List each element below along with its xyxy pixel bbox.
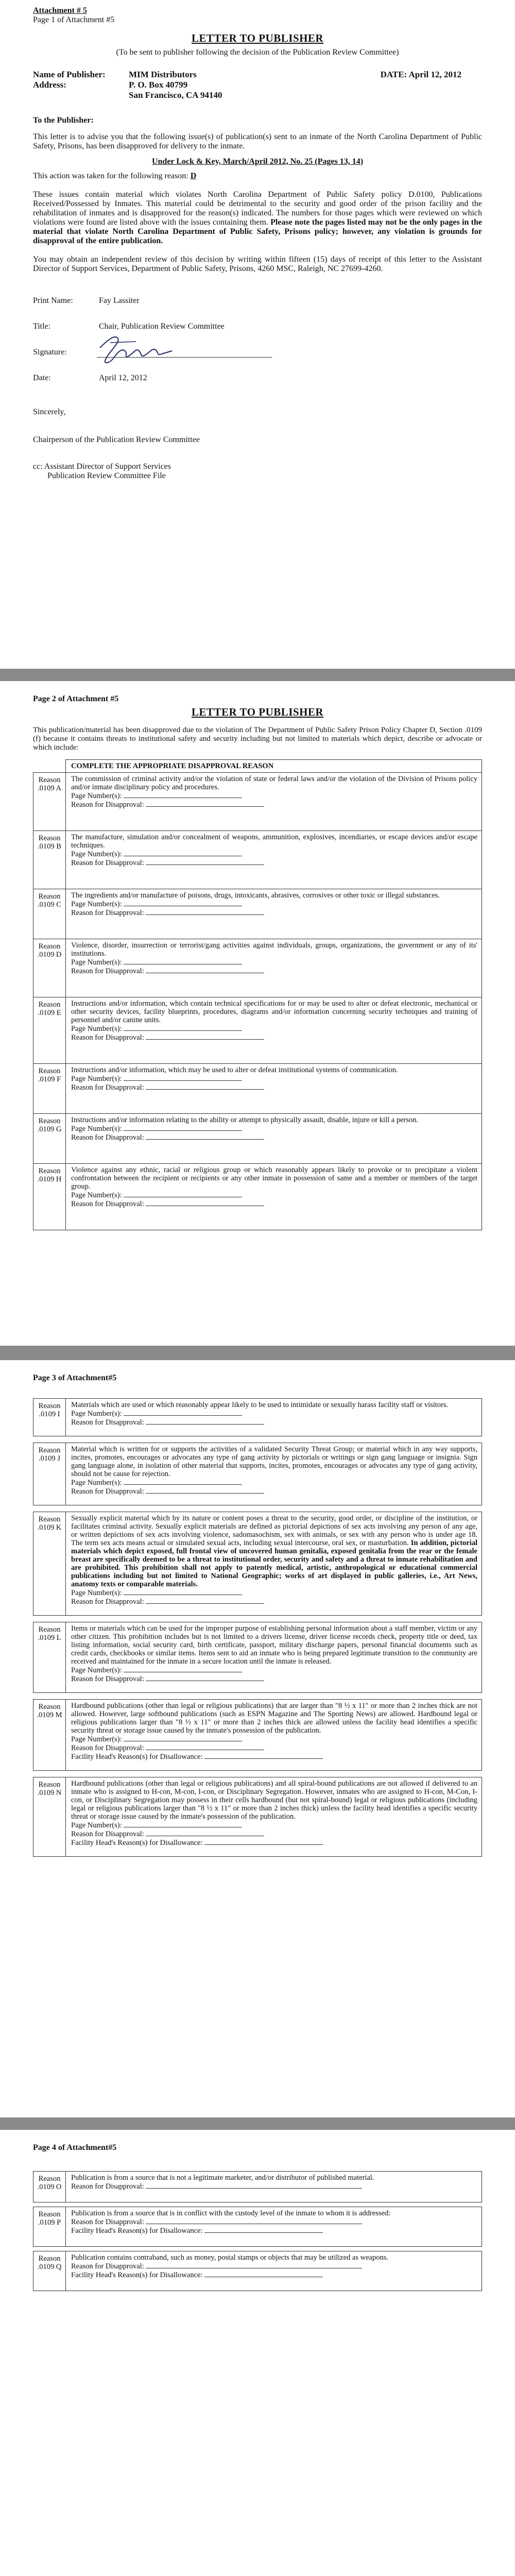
reason-code: Reason .0109 N [33,1777,66,1857]
reason-text-cell [66,2251,482,2291]
reason-text-cell [66,1164,482,1230]
reason-text: Sexually explicit material which by its nature or content poses a threat to the security, good order, or discipline of the institution, or facilitates criminal activity. Sexually explicit materials are defined as pictorial depictions of sex acts involving any person of any age, or written depictions of sex acts involving violence, sadomasochism, sex with animals, or sex with any person who is under age 18. The term sex acts means actual or simulated sexual acts, including sexual intercourse, oral sex, or masturbation. In addition, pictorial materials which depict exposed, full frontal view of uncovered human genitalia, exposed genitalia from the rear or the female breast are specifically deemed to be a threat to institutional order, security and safety and a threat to inmate rehabilitation and are prohibited. This prohibition shall not apply to patently medical, artistic, anthropological or educational commercial publications including but not limited to National Geographic; works of art displayed in public galleries, i.e., Art News, anatomy texts or comparable materials. [71,1514,478,1588]
signature-block [33,289,482,392]
reason-text: The commission of criminal activity and/or the violation of state or federal laws and/or the violation of the Division of Prisons policy and/or inmate disciplinary policy and procedures. [71,775,477,791]
reason-row [33,773,482,831]
reasons-table [33,1398,482,1863]
form-field-line: Reason for Disapproval: [71,1674,477,1683]
blank-line[interactable] [124,1588,242,1595]
reason-row [33,2172,482,2202]
cc-line-2: Publication Review Committee File [47,471,166,480]
blank-line[interactable] [124,1191,242,1197]
form-field-line: Page Number(s): [71,1024,477,1033]
reason-code: Reason .0109 H [33,1164,66,1230]
page-ref: Page 3 of Attachment#5 [33,1374,117,1382]
blank-line[interactable] [124,1735,242,1741]
blank-line[interactable] [146,1597,264,1604]
blank-line[interactable] [146,2182,362,2189]
form-field-line: Reason for Disapproval: [71,1133,477,1142]
form-field-line: Page Number(s): [71,900,477,908]
reason-text: Material which is written for or supports the activities of a validated Security Threat Group; or material which in any way supports, incites, promotes, encourages or advocates any type of gang activity by pictorials or writings or sign gang language or insignia. Sign gang language alone, in isolation of other material that supports, incites, promotes, encourages or advocates any type of gang activity, should not be cause for rejection. [71,1445,477,1478]
reason-row [33,1512,482,1616]
reason-text-cell [66,773,482,831]
reason-text-cell [66,889,482,939]
reason-text-cell [66,997,482,1064]
form-field-line: Reason for Disapproval: [71,2182,477,2191]
blank-line[interactable] [146,1199,264,1206]
reasons-table [33,2171,482,2295]
form-field-line: Reason for Disapproval: [71,1199,477,1208]
reason-code: Reason .0109 I [33,1399,66,1436]
form-field-line: Facility Head's Reason(s) for Disallowance: [71,2226,477,2235]
blank-line[interactable] [124,850,242,856]
blank-line[interactable] [124,791,242,798]
reason-code: Reason .0109 J [33,1443,66,1505]
reason-text-cell [66,2207,482,2247]
form-field-line: Page Number(s): [71,1478,477,1487]
blank-line[interactable] [124,1024,242,1031]
page-ref: Page 2 of Attachment #5 [33,694,119,703]
blank-line[interactable] [146,1674,264,1681]
address-label: Address: [33,80,66,90]
form-field-line: Reason for Disapproval: [71,908,477,917]
reason-text: Publication is from a source that is not a legitimate marketer, and/or distributor of published material. [71,2174,374,2182]
blank-line[interactable] [146,1133,264,1140]
reason-text-cell [66,1622,482,1693]
blank-line[interactable] [146,858,264,865]
form-field-line: Page Number(s): [71,791,477,800]
form-field-line: Page Number(s): [71,1735,477,1743]
reason-text: Materials which are used or which reasonably appear likely to be used to intimidate or sexually harass facility staff or visitors. [71,1401,449,1409]
reason-text: Violence against any ethnic, racial or religious group or which reasonably appears likely to provoke or to precipitate a violent confrontation between the recipient or recipients or any other inmate in possession of same and a member or members of the target group. [71,1166,477,1191]
page-1 [0,0,515,669]
reason-text-cell [66,1512,482,1616]
reason-text-cell [66,831,482,889]
reason-text-cell [66,1700,482,1771]
form-field-line: Page Number(s): [71,1409,477,1418]
reason-code: Reason .0109 C [33,889,66,939]
blank-line[interactable] [124,900,242,906]
page-3 [0,1360,515,2117]
reason-text-cell [66,1443,482,1505]
action-reason: This action was taken for the following reason: D [33,172,197,180]
attachment-label: Attachment # 5 [33,6,87,15]
page-ref: Page 4 of Attachment#5 [33,2143,117,2152]
reason-code: Reason .0109 K [33,1512,66,1616]
blank-line[interactable] [146,1829,264,1836]
reason-text-cell [66,1064,482,1114]
paragraph-2: These issues contain material which violates North Carolina Department of Public Safety policy D.0100, Publications Received/Possessed by Inmates. This material could be detrimental to the security and good order of the prison facility and the rehabilitation of inmates and is disapproved for the reason(s) indicated. The numbers for those pages which were reviewed on which violations were found are listed above with the issues containing them. Please note the pages listed may not be the only pages in the material that violate North Carolina Department of Public Safety, Prisons policy; however, any violation is grounds for disapproval of the entire publication. [33,190,483,245]
form-field-line: Reason for Disapproval: [71,2262,477,2270]
blank-line[interactable] [146,908,264,915]
reason-row [33,1399,482,1436]
form-field-line: Page Number(s): [71,1666,477,1674]
form-field-line: Page Number(s): [71,1074,477,1083]
reason-text: Instructions and/or information, which contain technical specifications for or may be used to alter or defeat electronic, mechanical or other security devices, facility blueprints, procedures, diagrams and/or information concerning security techniques and training of personnel and/or canine units. [71,999,477,1024]
blank-line[interactable] [124,1124,242,1131]
form-field-line: Reason for Disapproval: [71,1829,477,1838]
blank-line[interactable] [146,1487,264,1494]
date-value: April 12, 2012 [99,374,147,382]
reason-text-cell [66,2172,482,2202]
reason-code: Reason .0109 M [33,1700,66,1771]
signature-row: Signature: [33,341,482,366]
reason-code: Reason .0109 E [33,997,66,1064]
publisher-name-label: Name of Publisher: [33,70,106,79]
reason-code: Reason .0109 F [33,1064,66,1114]
reason-code: Reason .0109 B [33,831,66,889]
form-field-line: Facility Head's Reason(s) for Disallowance: [71,1752,477,1761]
chairperson-title: Chairperson of the Publication Review Committee [33,435,200,444]
blank-line[interactable] [146,1083,264,1090]
intro-paragraph: This publication/material has been disapproved due to the violation of The Department of Public Safety Prison Policy Chapter D, Section .0109 (f) because it contains threats to institutional safety and security including but not limited to materials which depict, describe or advocate or which include: [33,726,482,752]
reason-row [33,1777,482,1857]
form-field-line: Reason for Disapproval: [71,1743,477,1752]
form-field-line: Page Number(s): [71,850,477,858]
salutation: To the Publisher: [33,116,94,125]
reason-text: Violence, disorder, insurrection or terrorist/gang activities against individuals, groups, organizations, the government or any of its' institutions. [71,941,477,958]
title-row: Title: Chair, Publication Review Committee [33,322,225,331]
reason-code: Reason .0109 L [33,1622,66,1693]
form-field-line: Page Number(s): [71,958,477,967]
form-field-line: Reason for Disapproval: [71,2217,477,2226]
form-field-line: Reason for Disapproval: [71,800,477,809]
blank-line[interactable] [124,1666,242,1672]
form-field-line: Page Number(s): [71,1588,477,1597]
reason-row [33,2251,482,2291]
letter-date: DATE: April 12, 2012 [380,70,461,79]
reason-text: Publication is from a source that is in conflict with the custody level of the inmate to whom it is addressed: [71,2209,391,2217]
blank-line[interactable] [124,1409,242,1416]
form-field-line: Facility Head's Reason(s) for Disallowance: [71,1838,477,1847]
reason-text: Hardbound publications (other than legal or religious publications) and all spiral-bound publications are not allowed if delivered to an inmate who is assigned to H-con, M-con, I-con, or Disciplinary Segregation. However, inmates who are assigned to H-con, M-Con, I-con, or Disciplinary Segregation may possess in their cells hardbound (but not spiral-bound) legal or religious publications (including legal or religious publications larger than "8 ½ x 11" or more than 2 inches thick) unless the facility head identifies a specific security threat or storage issue caused by the inmate's possession of the publication. [71,1780,477,1821]
form-field-line: Facility Head's Reason(s) for Disallowance: [71,2270,477,2279]
reason-row [33,889,482,939]
reason-text-cell [66,1114,482,1164]
reason-text: Hardbound publications (other than legal or religious publications) that are larger than "8 ½ x 11" or more than 2 inches thick are not allowed. However, large softbound publications (such as ESPN Magazine and The Sporting News) are allowed. Hardbound legal or religious publications larger than "8 ½ x 11" or more than 2 inches thick are allowed unless the facility head identifies a specific security threat or storage issue caused by the inmate's possession of the publication. [71,1702,477,1735]
reasons-table [33,759,482,1230]
print-name: Fay Lassiter [99,296,140,305]
form-field-line: Reason for Disapproval: [71,1418,477,1427]
paragraph-1: This letter is to advise you that the following issue(s) of publication(s) sent to an inmate of the North Carolina Department of Public Safety, Prisons, has been disapproved for delivery to the inmate. [33,132,482,150]
reason-row [33,831,482,889]
reason-row [33,1164,482,1230]
reason-code: Reason .0109 D [33,939,66,997]
blank-line[interactable] [204,1838,323,1845]
reason-row [33,1064,482,1114]
title-value: Chair, Publication Review Committee [99,322,225,331]
blank-line[interactable] [146,1418,264,1425]
letter-title: LETTER TO PUBLISHER [191,706,324,718]
blank-line[interactable] [124,1074,242,1081]
blank-line[interactable] [146,1743,264,1750]
reason-code: Reason .0109 P [33,2207,66,2247]
reason-text: Items or materials which can be used for the improper purpose of establishing personal information about a staff member, victim or any other citizen. This prohibition includes but is not limited to a drivers license, driver license records check, property title or deed, tax listing information, social security card, birth certificate, passport, military discharge papers, personal financial documents such as credit cards, checkbooks or similar items. Items sent to aid an inmate who is being prepared legitimate transition to the community are received and maintained for the inmate in a secure location until the inmate is released. [71,1624,477,1666]
table-header: COMPLETE THE APPROPRIATE DISAPPROVAL REASON [66,760,482,773]
blank-line[interactable] [204,2270,323,2277]
form-field-line: Reason for Disapproval: [71,858,477,867]
reason-text: Instructions and/or information relating to the ability or attempt to physically assault, disable, injure or kill a person. [71,1116,419,1124]
reason-text-cell [66,1399,482,1436]
blank-line[interactable] [124,1478,242,1485]
reason-row [33,1443,482,1505]
blank-line[interactable] [146,2262,362,2268]
reason-row [33,939,482,997]
blank-line[interactable] [204,2226,323,2233]
letter-title: LETTER TO PUBLISHER [191,32,324,44]
form-field-line: Page Number(s): [71,1821,477,1829]
address-line-2: San Francisco, CA 94140 [129,90,222,100]
form-field-line: Reason for Disapproval: [71,1597,477,1606]
reason-code: Reason .0109 O [33,2172,66,2202]
letter-subtitle: (To be sent to publisher following the decision of the Publication Review Committee) [116,48,399,57]
reason-text: The manufacture, simulation and/or concealment of weapons, ammunition, explosives, incendiaries, or escape devices and/or escape techniques. [71,833,477,850]
closing: Sincerely, [33,408,66,416]
blank-line[interactable] [146,1033,264,1040]
publication-title: Under Lock & Key, March/April 2012, No. 25 (Pages 13, 14) [151,157,364,166]
form-field-line: Reason for Disapproval: [71,1083,477,1092]
handwritten-signature [95,332,177,368]
address-line-1: P. O. Box 40799 [129,80,188,90]
form-field-line: Reason for Disapproval: [71,967,477,975]
form-field-line: Reason for Disapproval: [71,1487,477,1496]
reason-text-cell [66,1777,482,1857]
reason-row [33,1700,482,1771]
reason-row [33,2207,482,2247]
publisher-name: MIM Distributors [129,70,197,79]
cc-line-1: cc: Assistant Director of Support Services [33,462,171,471]
reason-code: Reason .0109 A [33,773,66,831]
blank-line[interactable] [124,958,242,964]
blank-line[interactable] [146,2217,362,2224]
reason-code: Reason .0109 Q [33,2251,66,2291]
blank-line[interactable] [146,800,264,807]
blank-line[interactable] [204,1752,323,1759]
paragraph-3: You may obtain an independent review of this decision by writing within fifteen (15) days of receipt of this letter to the Assistant Director of Support Services, Department of Public Safety, Prisons, 4260 MSC, Raleigh, NC 27699-4260. [33,255,482,273]
form-field-line: Page Number(s): [71,1124,477,1133]
page-4 [0,2130,515,2576]
reason-text: Publication contains contraband, such as money, postal stamps or objects that may be utilized as weapons. [71,2253,388,2262]
blank-line[interactable] [146,967,264,973]
page-ref: Page 1 of Attachment #5 [33,15,115,24]
page-2 [0,681,515,1346]
blank-line[interactable] [124,1821,242,1827]
reason-row [33,997,482,1064]
reason-text: Instructions and/or information, which may be used to alter or defeat institutional systems of communication. [71,1066,398,1074]
date-row: Date: April 12, 2012 [33,374,147,382]
reason-row [33,1114,482,1164]
reason-text-cell [66,939,482,997]
reason-text: The ingredients and/or manufacture of poisons, drugs, intoxicants, abrasives, corrosives or other toxic or illegal substances. [71,891,440,900]
form-field-line: Page Number(s): [71,1191,477,1199]
reason-code: Reason .0109 G [33,1114,66,1164]
publisher-block [33,70,482,104]
reason-row [33,1622,482,1693]
form-field-line: Reason for Disapproval: [71,1033,477,1042]
print-name-row: Print Name: Fay Lassiter [33,296,140,305]
